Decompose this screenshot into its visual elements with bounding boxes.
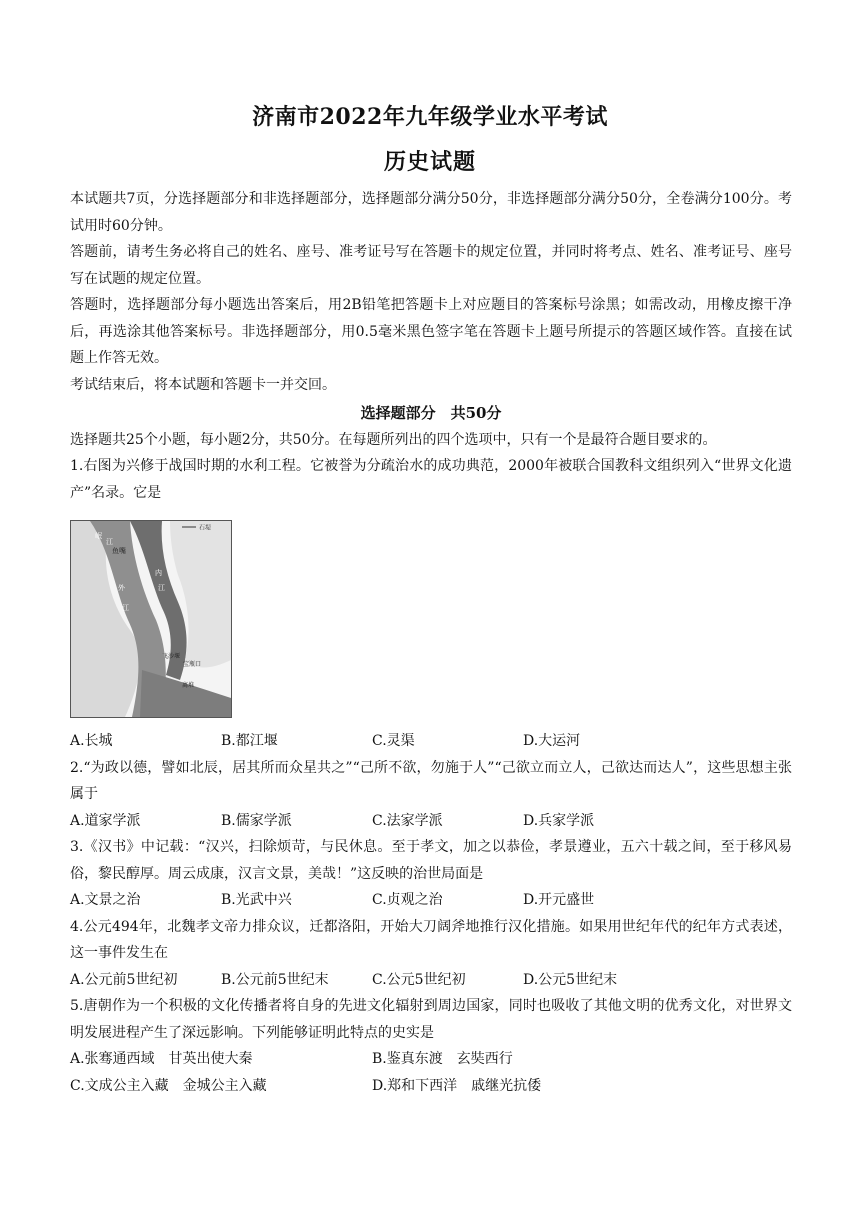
instruction-2: 答题前，请考生务必将自己的姓名、座号、准考证号写在答题卡的规定位置，并同时将考点、姓名、准考证号、座号写在试题的规定位置。	[70, 244, 792, 287]
exam-body	[70, 186, 792, 1099]
question-4-stem: 4.公元494年，北魏孝文帝力排众议，迁都洛阳，开始大刀阔斧地推行汉化措施。如果用世纪年代的纪年方式表述，这一事件发生在	[70, 918, 792, 961]
option-c[interactable]: C.灵渠	[372, 733, 415, 749]
map-label-min: 岷	[95, 532, 102, 540]
question-1-options	[70, 728, 792, 755]
question-3-options	[70, 887, 792, 914]
map-label-baopingkou: 宝瓶口	[183, 661, 202, 668]
question-5-options-row-1	[70, 1046, 792, 1073]
question-2-options	[70, 808, 792, 835]
option-c[interactable]: C.文成公主入藏 金城公主入藏	[70, 1077, 267, 1094]
map-label-wai-jiang: 江	[122, 604, 129, 612]
river-map-image	[70, 520, 232, 718]
map-label-wai: 外	[118, 584, 125, 592]
option-a[interactable]: A.长城	[70, 733, 113, 749]
section-title: 选择题部分 共50分	[360, 404, 502, 422]
question-1-stem: 1.右图为兴修于战国时期的水利工程。它被誉为分疏治水的成功典范，2000年被联合国教科文组织列入“世界文化遗产”名录。它是	[70, 458, 792, 501]
instruction-4: 考试结束后，将本试题和答题卡一并交回。	[70, 376, 336, 393]
option-c[interactable]: C.法家学派	[372, 812, 443, 829]
instruction-3: 答题时，选择题部分每小题选出答案后，用2B铅笔把答题卡上对应题目的答案标号涂黑；如需改动，用橡皮擦干净后，再选涂其他答案标号。非选择题部分，用0.5毫米黑色签字笔在答题卡上题号所提示的答题区域作答。直接在试题上作答无效。	[70, 297, 792, 366]
option-a[interactable]: A.公元前5世纪初	[70, 971, 178, 988]
map-legend: 石堤	[199, 524, 212, 532]
instruction-1: 本试题共7页，分选择题部分和非选择题部分，选择题部分满分50分，非选择题部分满分50分，全卷满分100分。考试用时60分钟。	[70, 191, 792, 234]
exam-subtitle: 历史试题	[383, 149, 476, 175]
option-d[interactable]: D.公元5世纪末	[523, 971, 618, 988]
map-label-nei: 内	[155, 569, 162, 577]
option-a[interactable]: A.文景之治	[70, 892, 141, 908]
map-label-feishayan: 飞沙堰	[162, 653, 181, 660]
question-5-stem: 5.唐朝作为一个积极的文化传播者将自身的先进文化辐射到周边国家，同时也吸收了其他文明的优秀文化，对世界文明发展进程产生了深远影响。下列能够证明此特点的史实是	[70, 998, 792, 1041]
option-b[interactable]: B.鉴真东渡 玄奘西行	[372, 1051, 513, 1067]
option-a[interactable]: A.道家学派	[70, 812, 141, 829]
option-b[interactable]: B.光武中兴	[221, 892, 292, 908]
option-c[interactable]: C.贞观之治	[372, 892, 443, 908]
option-d[interactable]: D.兵家学派	[523, 812, 595, 829]
option-d[interactable]: D.大运河	[523, 733, 581, 749]
option-d[interactable]: D.开元盛世	[523, 892, 595, 908]
question-5-options-row-2	[70, 1073, 792, 1100]
section-note: 选择题共25个小题，每小题2分，共50分。在每题所列出的四个选项中，只有一个是最符合题目要求的。	[70, 431, 717, 448]
map-label-nei-jiang: 江	[158, 584, 165, 592]
map-label-yuzui: 鱼嘴	[112, 547, 126, 555]
option-b[interactable]: B.儒家学派	[221, 812, 292, 829]
exam-title: 济南市2022年九年级学业水平考试	[252, 104, 608, 130]
option-c[interactable]: C.公元5世纪初	[372, 971, 466, 988]
map-label-jiang: 江	[106, 538, 113, 546]
dujiangyan-map-figure	[70, 520, 232, 718]
option-d[interactable]: D.郑和下西洋 戚继光抗倭	[372, 1077, 542, 1094]
map-label-lidui: 离堆	[182, 682, 195, 689]
question-2-stem: 2.“为政以德，譬如北辰，居其所而众星共之”“己所不欲，勿施于人”“己欲立而立人，己欲达而达人”，这些思想主张属于	[70, 759, 792, 802]
option-a[interactable]: A.张骞通西域 甘英出使大秦	[70, 1051, 253, 1067]
question-4-options	[70, 967, 792, 994]
option-b[interactable]: B.都江堰	[221, 733, 278, 749]
option-b[interactable]: B.公元前5世纪末	[221, 971, 329, 988]
question-3-stem: 3.《汉书》中记载：“汉兴，扫除烦苛，与民休息。至于孝文，加之以恭俭，孝景遵业，五六十载之间，至于移风易俗，黎民醇厚。周云成康，汉言文景，美哉！”这反映的治世局面是	[70, 839, 792, 882]
